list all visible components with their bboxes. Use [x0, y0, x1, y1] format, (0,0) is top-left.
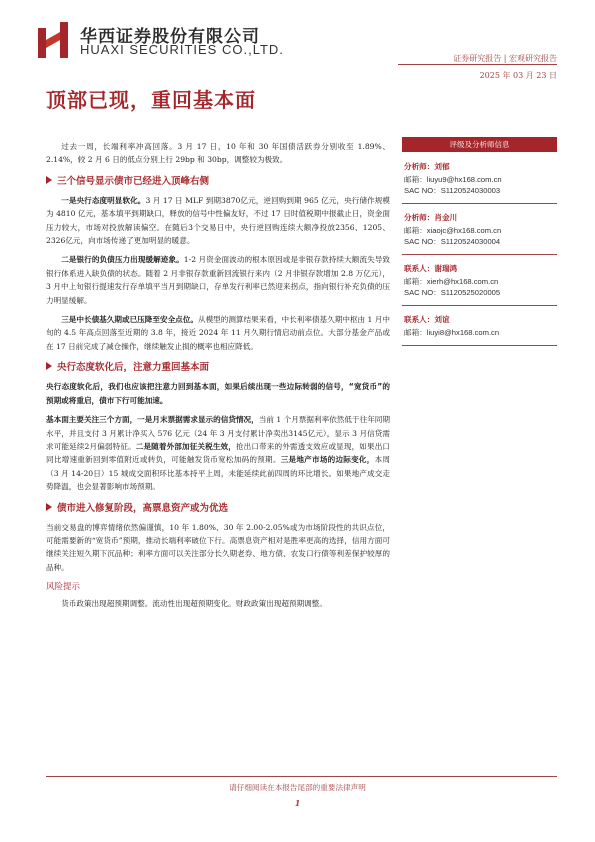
section-heading-3: 债市进入修复阶段，高票息资产或为优选	[46, 500, 390, 514]
analyst-card	[402, 260, 557, 306]
report-date: 2025 年 03 月 23 日	[479, 71, 557, 80]
page-title: 顶部已现，重回基本面	[46, 88, 256, 112]
analyst-card	[402, 158, 557, 204]
intro-paragraph: 过去一周，长端利率冲高回落。3 月 17 日，10 年和 30 年国债活跃券分别收至 1.89%、2.14%，较 2 月 6 日的低点分别上行 29bp 和 30bp，调整较为极致。	[46, 142, 390, 165]
sidebar-heading: 评级及分析师信息	[402, 137, 557, 152]
paragraph: 基本面主要关注三个方面，一是月末票据需求显示的信贷情况，当前 1 个月票据利率依然低于往年同期水平，并且支付 3 月累计净买入 576 亿元（24 年 3 月支付累计净卖出3145亿元），显示 3 月信贷需求可能延续2月偏弱特征。二是随着外部加征关税生效，抢出口带来的外需透支效应或显现，如果出口同比增速重新回到零值附近或转负，可能触发货币宽松加码的预期。三是地产市场的边际变化，本周（3 月 14-20日）15 城成交面积环比基本持平上周，未能延续此前四周的环比增长。如果地产成交走势降温，也会显著影响市场预期。	[46, 415, 391, 492]
paragraph: 一是央行态度明显软化。3 月 17 日 MLF 到期3870亿元，逆回购到期 965 亿元，央行储作规模为 4810 亿元，基本填平到期缺口，释放的信号中性偏友好，不过 17 日时值税期中报截止日，资金面压力较大，市场对投放解读偏空。在随后3个交易日中，央行逆回购连续大额净投放2356、1205、2326亿元，向市场传递了更加明显的暖意。	[46, 195, 391, 246]
footer-divider	[46, 776, 557, 777]
brand-name-en: HUAXI SECURITIES CO.,LTD.	[80, 42, 284, 57]
analyst-card	[402, 311, 557, 346]
analyst-email[interactable]: 邮箱：xierh@hx168.com.cn	[404, 277, 499, 286]
paragraph: 央行态度软化后，我们也应该把注意力回到基本面，如果后续出现一些边际转弱的信号，“宽货币”的预期或将重启，债市下行可能加速。	[46, 382, 390, 405]
analyst-email[interactable]: 邮箱：liuyi8@hx168.com.cn	[404, 328, 500, 337]
huaxi-logo-icon	[38, 22, 68, 58]
triangle-bullet-icon	[46, 503, 52, 511]
analyst-sac: SAC NO：S1120524030004	[404, 237, 501, 246]
analyst-name: 联系人：刘谊	[404, 315, 450, 324]
paragraph: 当前交易盘的博弈情绪依然偏谨慎，10 年 1.80%、30 年 2.00-2.05%或为市场阶段性的共识点位，可能需要新的“宽货币”预期，推动长端利率破位下行。高票息资产相对是胜率更高的选择，信用方面可继续关注短久期下沉品种；利率方面可以关注部分长久期老券、地方债、农发口行债等利差保护较厚的品种。	[46, 522, 390, 572]
analyst-name: 分析师：肖金川	[404, 213, 458, 222]
main-content	[46, 140, 390, 617]
analyst-sac: SAC NO：S1120524030003	[404, 186, 501, 195]
header-divider	[398, 64, 557, 65]
triangle-bullet-icon	[46, 176, 52, 184]
analyst-name: 联系人：谢瑞鸿	[404, 264, 458, 273]
brand-name-cn: 华西证券股份有限公司	[80, 27, 260, 47]
triangle-bullet-icon	[46, 362, 52, 370]
risk-heading: 风险提示	[46, 582, 81, 593]
analyst-email[interactable]: 邮箱：xiaojc@hx168.com.cn	[404, 226, 502, 235]
analyst-sidebar	[402, 137, 557, 351]
risk-paragraph: 货币政策出现超预期调整。流动性出现超预期变化。财政政策出现超预期调整。	[61, 599, 327, 609]
legal-notice: 请仔细阅读在本报告尾部的重要法律声明	[229, 783, 366, 792]
analyst-card	[402, 209, 557, 255]
section-heading-2: 央行态度软化后，注意力重回基本面	[46, 359, 390, 373]
section-heading-1: 三个信号显示债市已经进入顶峰右侧	[46, 173, 390, 187]
page-number: 1	[294, 798, 301, 808]
analyst-name: 分析师：刘郁	[404, 162, 450, 171]
paragraph: 二是银行的负债压力出现缓解迹象。1-2 月资金面波动的根本原因或是非银存款持续大额流失导致银行体系进入缺负债的状态。随着 2 月非银存款重新回流银行来内（2 月非银存款增加 2.8 万亿元），3 月中上旬银行提速发行存单填平当月到期缺口，存单发行利率已然迎来拐点，指向银行补充负债的压力明显缓解。	[46, 255, 391, 305]
analyst-email[interactable]: 邮箱：liuyu9@hx168.com.cn	[404, 175, 502, 184]
analyst-sac: SAC NO：S1120525020005	[404, 288, 501, 297]
report-type: 证券研究报告 | 宏观研究报告	[453, 54, 557, 63]
paragraph: 三是中长债基久期或已压降至安全点位。从模型的测算结果来看，中长利率债基久期中枢由 1 月中旬的 4.5 年高点回落至近期的 3.8 年，接近 2024 年 11 月久期行情启动前点位。大部分基金产品或在 17 日前完成了减仓操作，继续触发止损的概率也相应降低。	[46, 315, 391, 351]
